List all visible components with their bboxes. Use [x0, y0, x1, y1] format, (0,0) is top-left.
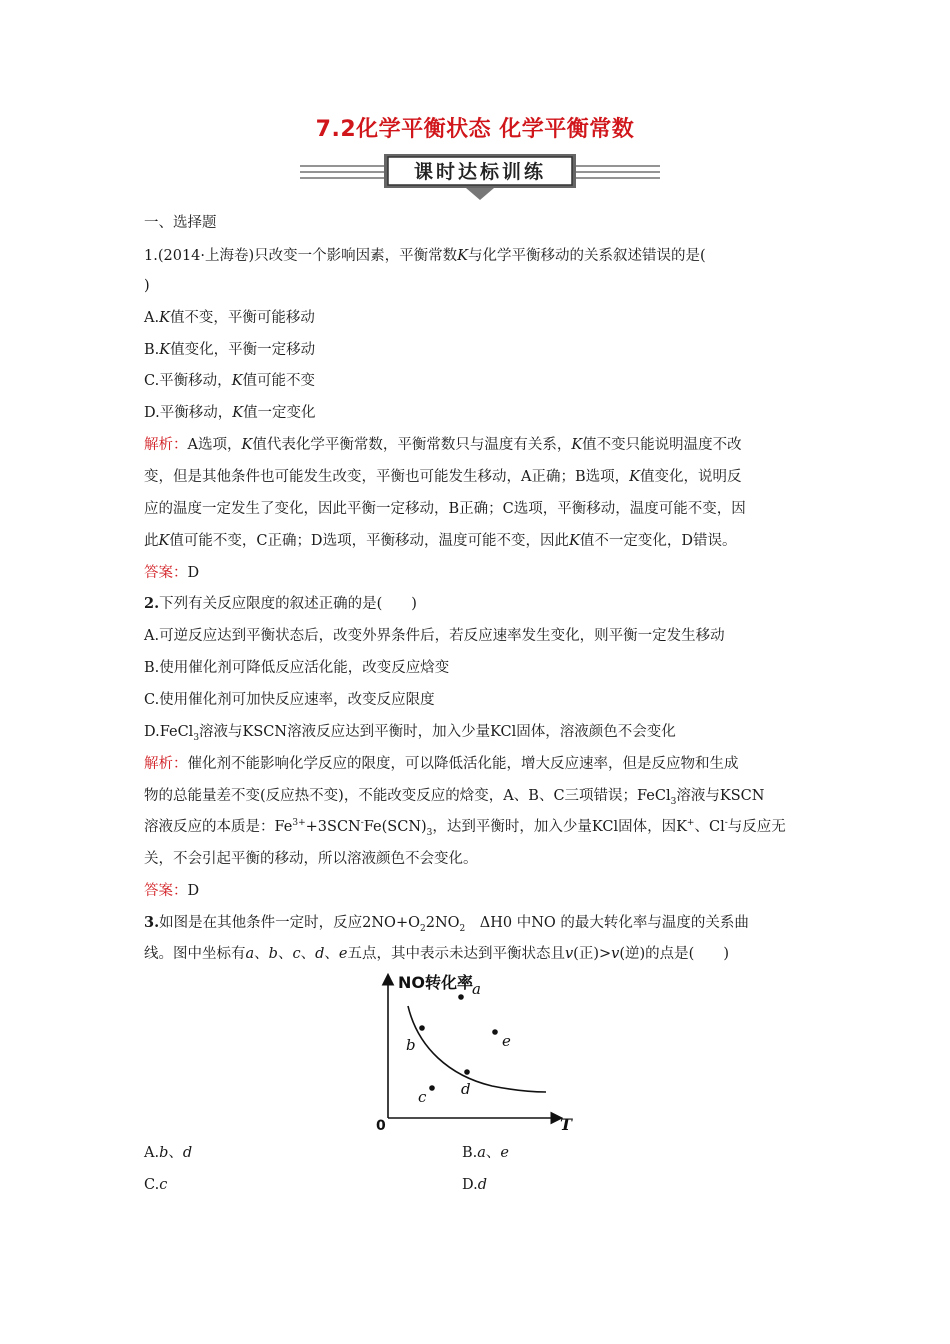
section-banner — [300, 152, 660, 202]
svg-text:a: a — [472, 980, 481, 998]
q2-analysis-1: 解析：催化剂不能影响化学反应的限度，可以降低活化能，增大反应速率，但是反应物和生成 — [144, 756, 739, 772]
q3-stem-1: 3.如图是在其他条件一定时，反应$2NO+O_22NO_2$ ΔH0 中NO 的最大转化率与温度的关系曲 — [144, 914, 749, 934]
q1-stem-close: ) — [144, 278, 150, 294]
q2-option-d: D.FeCl$_3$溶液与KSCN溶液反应达到平衡时，加入少量KCl固体，溶液颜色不会变化 — [144, 724, 676, 743]
q3-option-a: A.b、d — [144, 1145, 193, 1161]
q2-stem: 2.下列有关反应限度的叙述正确的是( ) — [144, 595, 417, 612]
q1-analysis-4: 此K值可能不变，C正确；D选项，平衡移动，温度可能不变，因此K值不一定变化，D错误。 — [144, 533, 737, 549]
q1-analysis-1: 解析：A选项，K值代表化学平衡常数，平衡常数只与温度有关系，K值不变只能说明温度不改 — [144, 437, 742, 453]
banner-text: 课时达标训练 — [413, 161, 547, 183]
q1-option-b: B.K值变化，平衡一定移动 — [144, 342, 316, 358]
point-d — [464, 1069, 470, 1075]
q1-answer: 答案：D — [144, 565, 200, 581]
section-heading: 一、选择题 — [144, 215, 217, 231]
q3-option-d: D.d — [462, 1177, 488, 1193]
q3-stem-2: 线。图中坐标有a、b、c、d、e五点，其中表示未达到平衡状态且v(正)>v(逆)的点是( ) — [144, 946, 729, 962]
q2-option-b: B.使用催化剂可降低反应活化能，改变反应焓变 — [144, 660, 450, 676]
svg-text:d: d — [461, 1080, 471, 1098]
point-c — [429, 1085, 435, 1091]
q2-option-c: C.使用催化剂可加快反应速率，改变反应限度 — [144, 692, 435, 708]
svg-text:c: c — [418, 1088, 427, 1106]
q1-analysis-2: 变，但是其他条件也可能发生改变，平衡也可能发生移动，A正确；B选项，K值变化，说明反 — [144, 469, 742, 485]
origin-label: 0 — [376, 1118, 386, 1134]
q1-stem: 1.(2014·上海卷)只改变一个影响因素，平衡常数K与化学平衡移动的关系叙述错误的是( — [144, 248, 706, 264]
q1-option-d: D.平衡移动，K值一定变化 — [144, 405, 316, 421]
page-title: 7.2化学平衡状态 化学平衡常数 — [315, 117, 635, 142]
point-e — [492, 1029, 498, 1035]
q1-option-c: C.平衡移动，K值可能不变 — [144, 373, 316, 389]
equilibrium-curve — [408, 1006, 546, 1092]
y-axis-label: NO转化率 — [398, 973, 473, 992]
q3-option-c: C.c — [144, 1177, 168, 1193]
svg-text:b: b — [406, 1036, 416, 1054]
q2-analysis-4: 关，不会引起平衡的移动，所以溶液颜色不会变化。 — [144, 851, 478, 867]
q3-option-b: B.a、e — [462, 1145, 510, 1161]
point-a — [458, 994, 464, 1000]
q2-option-a: A.可逆反应达到平衡状态后，改变外界条件后，若反应速率发生变化，则平衡一定发生移动 — [144, 628, 725, 644]
q2-analysis-2: 物的总能量差不变(反应热不变)，不能改变反应的焓变，A、B、C三项错误；FeCl$_3$溶液与KSCN — [144, 788, 765, 807]
x-axis-label: T — [560, 1115, 572, 1134]
no-conversion-graph — [360, 968, 590, 1136]
q2-analysis-3: 溶液反应的本质是：$Fe^{3+}+3SCN^-Fe(SCN)_3$，达到平衡时，加入少量KCl固体，因K+、Cl-与反应无 — [144, 818, 786, 838]
svg-text:e: e — [502, 1032, 511, 1050]
q2-answer: 答案：D — [144, 883, 200, 899]
q1-option-a: A.K值不变，平衡可能移动 — [144, 310, 315, 326]
q1-analysis-3: 应的温度一定发生了变化，因此平衡一定移动，B正确；C选项，平衡移动，温度可能不变，因 — [144, 501, 746, 517]
point-b — [419, 1025, 425, 1031]
